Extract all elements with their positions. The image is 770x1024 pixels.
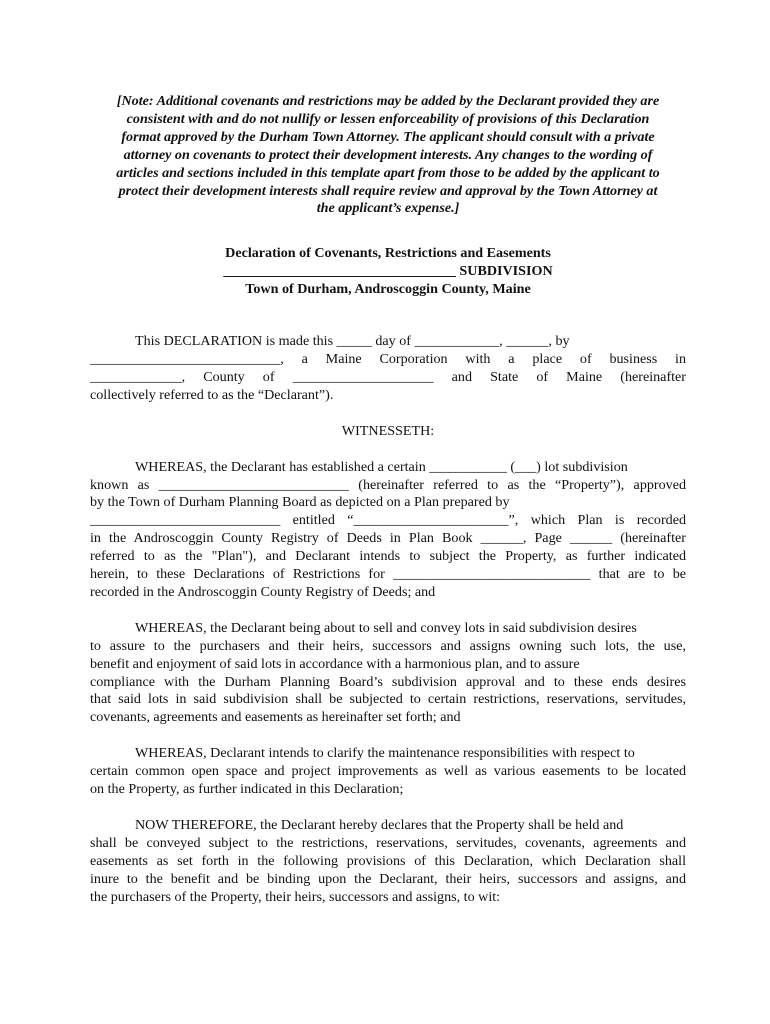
paragraph-line: in the Androscoggin County Registry of Deeds in Plan Book ______, Page ______ (hereinafter bbox=[90, 530, 686, 547]
paragraph-line: that said lots in said subdivision shall be subjected to certain restrictions, reservations, servitudes, bbox=[90, 691, 686, 708]
paragraph-line: by the Town of Durham Planning Board as depicted on a Plan prepared by bbox=[90, 494, 510, 511]
paragraph-line: collectively referred to as the “Declarant”). bbox=[90, 386, 334, 403]
paragraph-line: WHEREAS, the Declarant has established a certain ___________ (___) lot subdivision bbox=[135, 458, 628, 475]
paragraph-line: herein, to these Declarations of Restrictions for ____________________________ that are to be bbox=[90, 566, 686, 583]
paragraph-line: referred to as the "Plan"), and Declarant intends to subject the Property, as further indicated bbox=[90, 548, 686, 565]
title-line-1: Declaration of Covenants, Restrictions and Easements bbox=[225, 245, 551, 262]
whereas-paragraph-3 bbox=[90, 745, 686, 799]
paragraph-line: benefit and enjoyment of said lots in accordance with a harmonious plan, and to assure bbox=[90, 655, 580, 672]
whereas-paragraph-1 bbox=[90, 459, 686, 602]
paragraph-line: WHEREAS, Declarant intends to clarify the maintenance responsibilities with respect to bbox=[135, 745, 635, 762]
paragraph-line: easements as set forth in the following provisions of this Declaration, which Declaration shall bbox=[90, 852, 686, 869]
paragraph-line: covenants, agreements and easements as hereinafter set forth; and bbox=[90, 709, 461, 726]
note-line: the applicant’s expense.] bbox=[316, 200, 460, 217]
paragraph-line: to assure to the purchasers and their heirs, successors and assigns owning such lots, the use, bbox=[90, 637, 686, 654]
note-line: [Note: Additional covenants and restrictions may be added by the Declarant provided they are bbox=[116, 93, 660, 109]
now-therefore-paragraph bbox=[90, 817, 686, 907]
paragraph-line: on the Property, as further indicated in this Declaration; bbox=[90, 781, 404, 798]
paragraph-line: _____________, County of ____________________ and State of Maine (hereinafter bbox=[90, 368, 686, 385]
witnesseth-heading: WITNESSETH: bbox=[341, 422, 435, 439]
declaration-paragraph bbox=[90, 333, 686, 405]
paragraph-line: compliance with the Durham Planning Board’s subdivision approval and to these ends desires bbox=[90, 673, 686, 690]
note-line: protect their development interests shall require review and approval by the Town Attorney at bbox=[118, 182, 658, 199]
title-line-2: _________________________________ SUBDIVISION bbox=[223, 263, 553, 280]
paragraph-line: NOW THEREFORE, the Declarant hereby declares that the Property shall be held and bbox=[135, 817, 624, 833]
paragraph-line: known as ___________________________ (hereinafter referred to as the “Property”), approved bbox=[90, 476, 686, 493]
document-title bbox=[90, 245, 686, 299]
paragraph-line: ___________________________ entitled “______________________”, which Plan is recorded bbox=[90, 512, 686, 529]
paragraph-line: inure to the benefit and be binding upon the Declarant, their heirs, successors and assigns, and bbox=[90, 870, 686, 887]
paragraph-line: shall be conveyed subject to the restrictions, reservations, servitudes, covenants, agreements and bbox=[90, 834, 686, 851]
note-line: format approved by the Durham Town Attorney. The applicant should consult with a private bbox=[121, 128, 655, 145]
note-line: attorney on covenants to protect their development interests. Any changes to the wording of bbox=[123, 146, 653, 163]
paragraph-line: the purchasers of the Property, their heirs, successors and assigns, to wit: bbox=[90, 888, 501, 905]
template-note bbox=[90, 93, 686, 218]
whereas-paragraph-2 bbox=[90, 620, 686, 727]
title-line-3: Town of Durham, Androscoggin County, Maine bbox=[245, 281, 531, 298]
paragraph-line: WHEREAS, the Declarant being about to sell and convey lots in said subdivision desires bbox=[135, 619, 637, 636]
paragraph-line: This DECLARATION is made this _____ day of ____________, ______, by bbox=[135, 333, 570, 350]
paragraph-line: certain common open space and project improvements as well as various easements to be located bbox=[90, 763, 686, 780]
note-line: consistent with and do not nullify or lessen enforceability of provisions of this Declaration bbox=[126, 110, 650, 127]
paragraph-line: recorded in the Androscoggin County Registry of Deeds; and bbox=[90, 583, 436, 600]
note-line: articles and sections included in this template apart from those to be added by the applicant to bbox=[116, 164, 660, 181]
paragraph-line: ___________________________, a Maine Corporation with a place of business in bbox=[90, 350, 686, 367]
document-page bbox=[90, 93, 686, 907]
